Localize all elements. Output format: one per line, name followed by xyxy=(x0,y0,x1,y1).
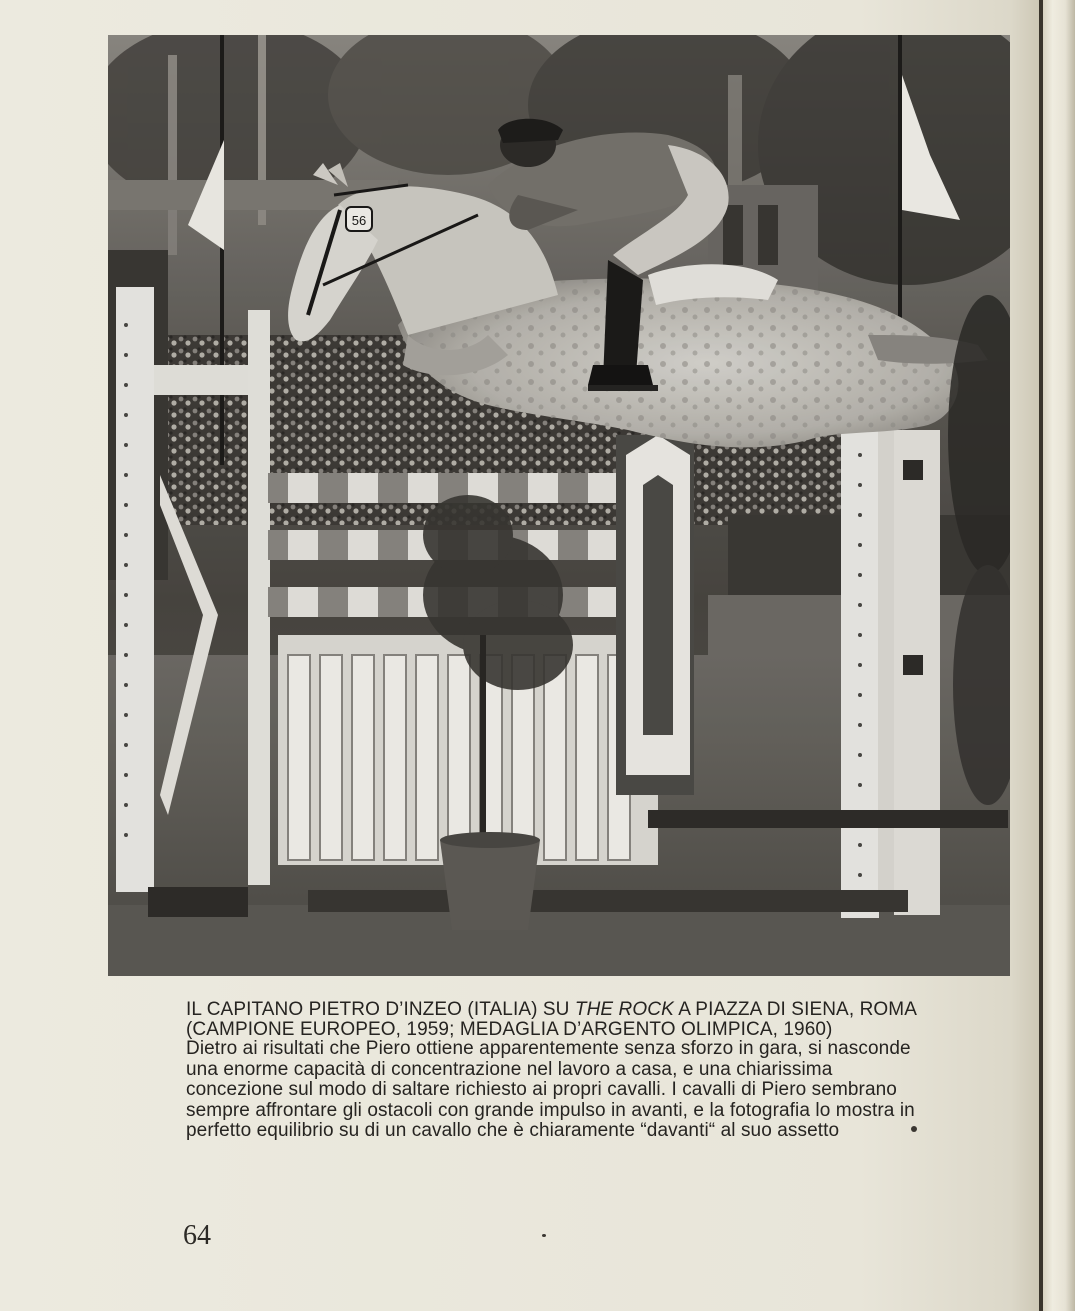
ink-speck xyxy=(542,1234,546,1237)
ink-speck xyxy=(911,1126,917,1132)
photograph xyxy=(108,35,1010,976)
svg-text:56: 56 xyxy=(351,213,367,228)
caption-title-lead: IL CAPITANO PIETRO D’INZEO (ITALIA) SU xyxy=(186,999,575,1020)
show-jumping-photo xyxy=(108,35,1010,976)
horse-name: THE ROCK xyxy=(574,999,674,1020)
caption-title-tail: A PIAZZA DI SIENA, ROMA (CAMPIONE EUROPEO, 1959; MEDAGLIA D’ARGENTO OLIMPICA, 1960) xyxy=(186,999,916,1040)
page-number: 64 xyxy=(183,1220,211,1251)
caption-title xyxy=(186,1000,916,1039)
next-page-edge xyxy=(1043,0,1075,1311)
caption-body: Dietro ai risultati che Piero ottiene apparentemente senza sforzo in gara, si nasconde una enorme capacità di concentrazione nel lavoro a casa, e una chiarissima concezione sul modo di saltare richiesto ai propri cavalli. I cavalli di Piero sembrano sempre affrontare gli ostacoli con grande impulso in avanti, e la fotografia lo mostra in perfetto equilibrio su di un cavallo che è chiaramente “davanti“ al suo assetto xyxy=(186,1038,915,1141)
photo-caption xyxy=(186,1000,916,1142)
